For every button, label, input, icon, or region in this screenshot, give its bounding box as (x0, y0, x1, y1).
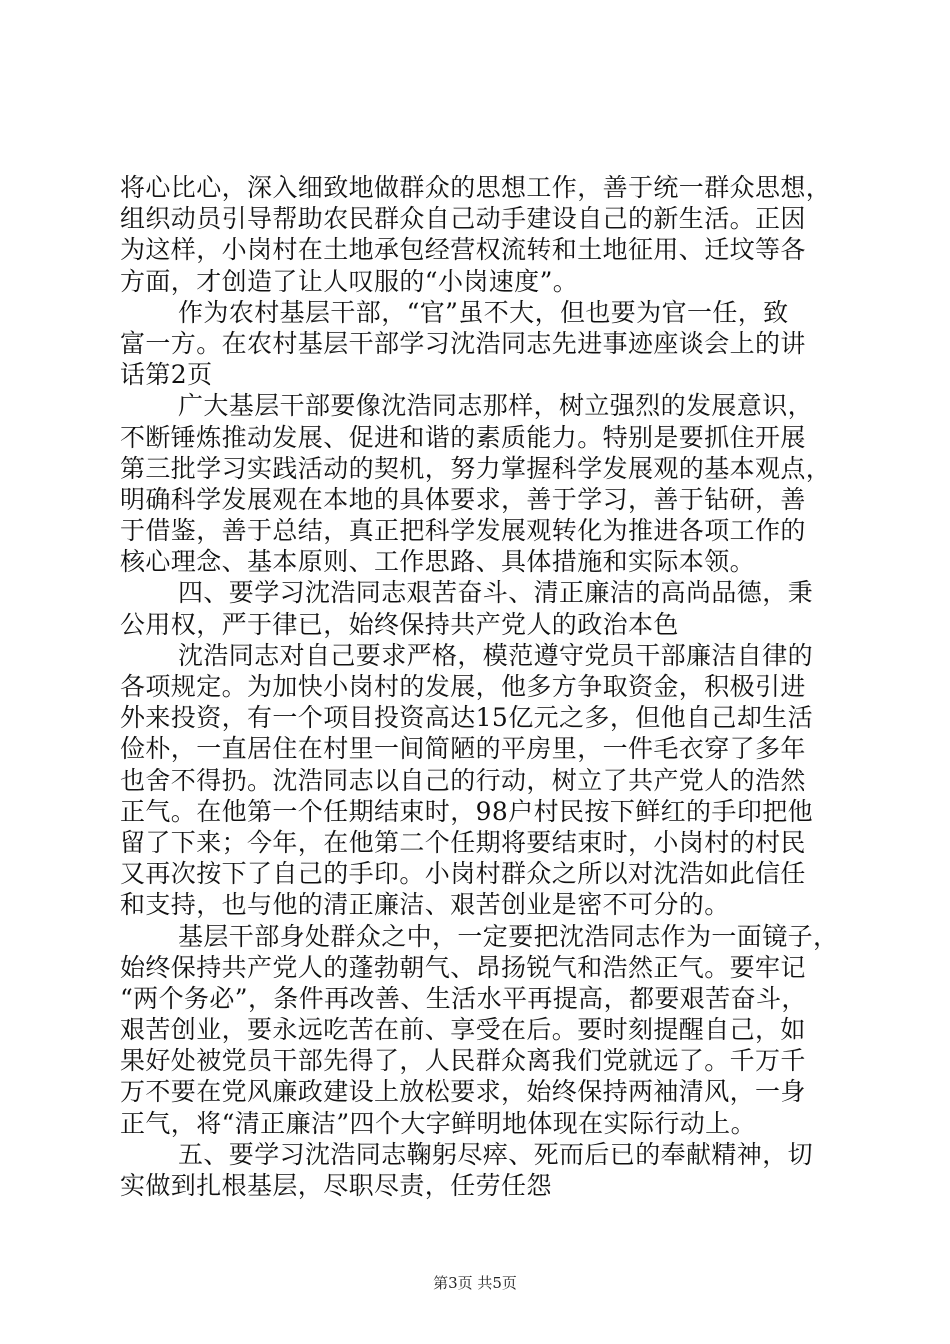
text-line: 不断锤炼推动发展、促进和谐的素质能力。特别是要抓住开展 (120, 422, 806, 452)
text-line: 正气。在他第一个任期结束时，98户村民按下鲜红的手印把他 (120, 796, 814, 826)
paragraph-first-line: 四、要学习沈浩同志艰苦奋斗、清正廉洁的高尚品德，秉 (178, 578, 814, 608)
page-footer: 第3页 共5页 (433, 1274, 517, 1292)
text-line: 又再次按下了自己的手印。小岗村群众之所以对沈浩如此信任 (120, 859, 806, 889)
text-line: 果好处被党员干部先得了，人民群众离我们党就远了。千万千 (120, 1046, 806, 1076)
text-line: 公用权，严于律已，始终保持共产党人的政治本色 (120, 609, 679, 639)
paragraph-first-line: 作为农村基层干部，“官”虽不大，但也要为官一任，致 (178, 297, 789, 327)
text-line: 明确科学发展观在本地的具体要求，善于学习，善于钻研，善 (120, 484, 806, 514)
paragraph-first-line: 五、要学习沈浩同志鞠躬尽瘁、死而后已的奉献精神，切 (178, 1139, 814, 1169)
text-line: 万不要在党风廉政建设上放松要求，始终保持两袖清风，一身 (120, 1077, 806, 1107)
text-line: 实做到扎根基层，尽职尽责，任劳任怨 (120, 1171, 552, 1200)
text-line: 于借鉴，善于总结，真正把科学发展观转化为推进各项工作的 (120, 516, 806, 546)
text-line: 将心比心，深入细致地做群众的思想工作，善于统一群众思想， (120, 173, 832, 202)
text-line: 话第2页 (120, 360, 213, 390)
text-line: 方面，才创造了让人叹服的“小岗速度”。 (120, 266, 579, 296)
paragraph-first-line: 沈浩同志对自己要求严格，模范遵守党员干部廉洁自律的 (178, 640, 814, 670)
text-line: 俭朴，一直居住在村里一间简陋的平房里，一件毛衣穿了多年 (120, 734, 806, 764)
text-line: 外来投资，有一个项目投资高达15亿元之多，但他自己却生活 (120, 703, 814, 733)
paragraph-first-line: 基层干部身处群众之中，一定要把沈浩同志作为一面镜子， (178, 921, 839, 951)
text-line: 留了下来；今年，在他第二个任期将要结束时，小岗村的村民 (120, 827, 806, 857)
text-line: 艰苦创业，要永远吃苦在前、享受在后。要时刻提醒自己，如 (120, 1015, 806, 1045)
text-line: 始终保持共产党人的蓬勃朝气、昂扬锐气和浩然正气。要牢记 (120, 952, 806, 982)
text-line: 和支持，也与他的清正廉洁、艰苦创业是密不可分的。 (120, 890, 730, 920)
text-line: 也舍不得扔。沈浩同志以自己的行动，树立了共产党人的浩然 (120, 765, 806, 795)
text-line: “两个务必”，条件再改善、生活水平再提高，都要艰苦奋斗， (120, 983, 807, 1013)
text-line: 组织动员引导帮助农民群众自己动手建设自己的新生活。正因 (120, 204, 806, 234)
text-line: 各项规定。为加快小岗村的发展，他多方争取资金，积极引进 (120, 672, 806, 701)
text-line: 第三批学习实践活动的契机，努力掌握科学发展观的基本观点， (120, 453, 832, 483)
text-line: 核心理念、基本原则、工作思路、具体措施和实际本领。 (120, 547, 756, 577)
text-line: 为这样，小岗村在土地承包经营权流转和土地征用、迁坟等各 (120, 235, 806, 265)
document-body (120, 172, 840, 1201)
text-line: 富一方。在农村基层干部学习沈浩同志先进事迹座谈会上的讲 (120, 328, 806, 358)
paragraph-first-line: 广大基层干部要像沈浩同志那样，树立强烈的发展意识， (178, 391, 814, 421)
text-line: 正气，将“清正廉洁”四个大字鲜明地体现在实际行动上。 (120, 1108, 756, 1138)
